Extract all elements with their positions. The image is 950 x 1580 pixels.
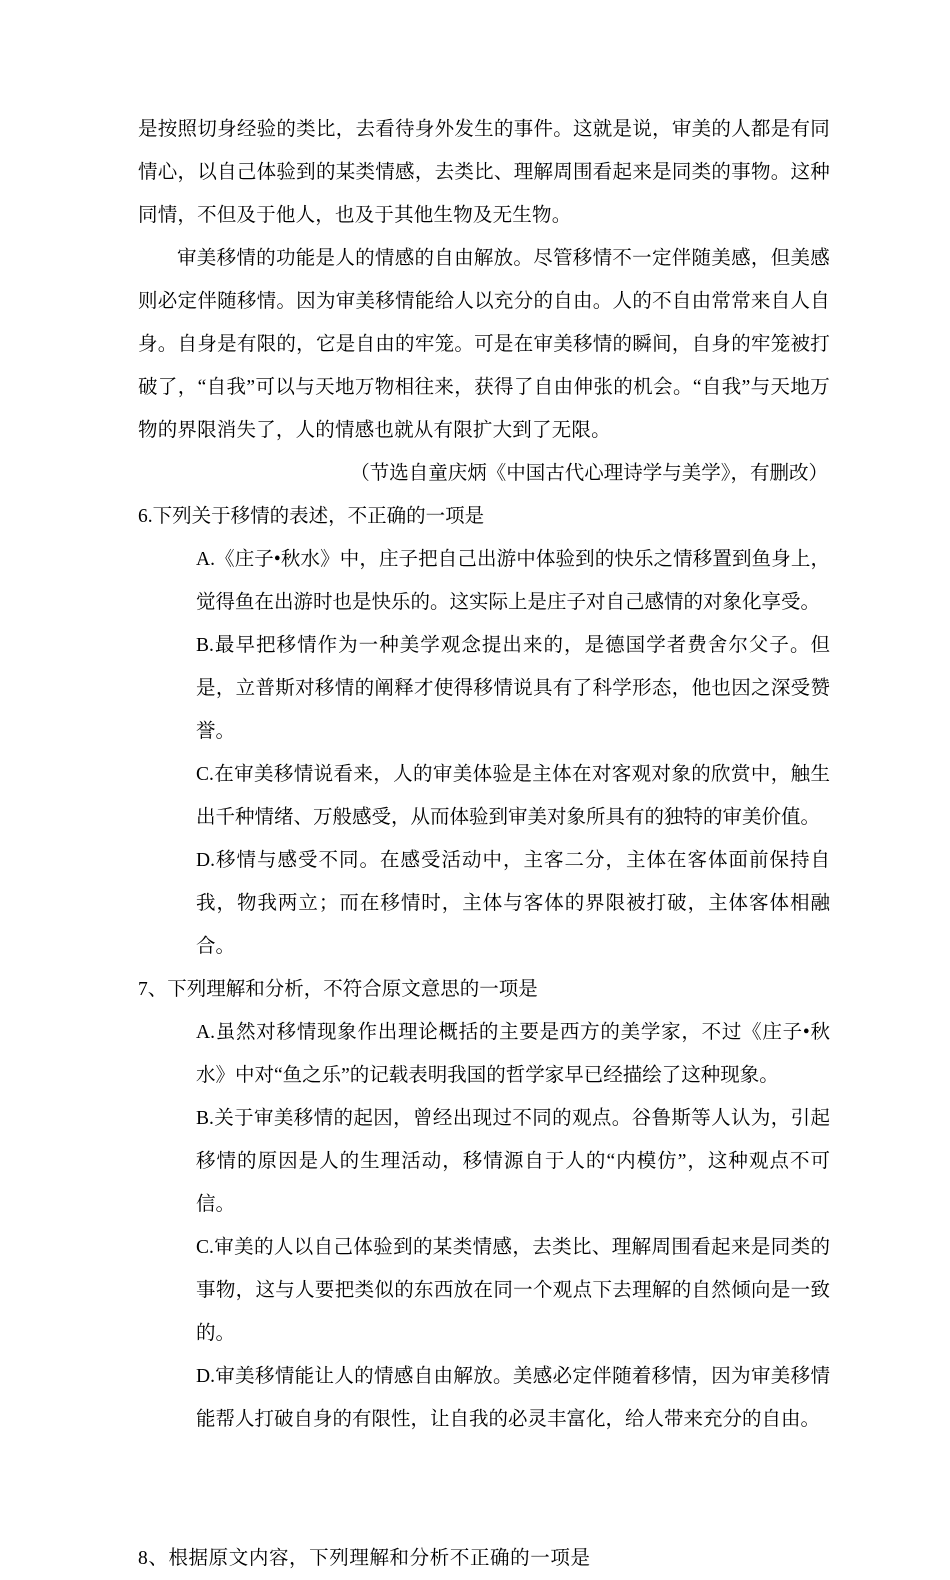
question-6-option-b[interactable]: B.最早把移情作为一种美学观念提出来的，是德国学者费舍尔父子。但是，立普斯对移情的阐释才使得移情说具有了科学形态，他也因之深受赞誉。	[196, 635, 830, 742]
question-7-stem: 7、下列理解和分析，不符合原文意思的一项是	[138, 979, 538, 1000]
question-8-stem: 8、根据原文内容，下列理解和分析不正确的一项是	[138, 1548, 591, 1569]
question-6-stem: 6.下列关于移情的表述，不正确的一项是	[138, 506, 485, 527]
body-paragraph-2: 审美移情的功能是人的情感的自由解放。尽管移情不一定伴随美感，但美感则必定伴随移情。因为审美移情能给人以充分的自由。人的不自由常常来自人自身。自身是有限的，它是自由的牢笼。可是在审美移情的瞬间，自身的牢笼被打破了，“自我”可以与天地万物相往来，获得了自由伸张的机会。“自我”与天地万物的界限消失了，人的情感也就从有限扩大到了无限。	[138, 248, 830, 441]
question-8	[138, 1537, 830, 1580]
question-6-option-d[interactable]: D.移情与感受不同。在感受活动中，主客二分，主体在客体面前保持自我，物我两立；而在移情时，主体与客体的界限被打破，主体客体相融合。	[196, 850, 830, 957]
page-spacer	[138, 1441, 830, 1537]
question-6-option-c[interactable]: C.在审美移情说看来，人的审美体验是主体在对客观对象的欣赏中，触生出千种情绪、万般感受，从而体验到审美对象所具有的独特的审美价值。	[196, 764, 830, 828]
question-6-option-a[interactable]: A.《庄子•秋水》中，庄子把自己出游中体验到的快乐之情移置到鱼身上，觉得鱼在出游时也是快乐的。这实际上是庄子对自己感情的对象化享受。	[196, 549, 830, 613]
question-7-option-c[interactable]: C.审美的人以自己体验到的某类情感，去类比、理解周围看起来是同类的事物，这与人要把类似的东西放在同一个观点下去理解的自然倾向是一致的。	[196, 1237, 830, 1344]
question-7	[138, 968, 830, 1441]
question-7-option-a[interactable]: A.虽然对移情现象作出理论概括的主要是西方的美学家，不过《庄子•秋水》中对“鱼之乐”的记载表明我国的哲学家早已经描绘了这种现象。	[196, 1022, 830, 1086]
question-7-option-d[interactable]: D.审美移情能让人的情感自由解放。美感必定伴随着移情，因为审美移情能帮人打破自身的有限性，让自我的必灵丰富化，给人带来充分的自由。	[196, 1366, 830, 1430]
question-6	[138, 495, 830, 968]
source-citation: （节选自童庆炳《中国古代心理诗学与美学》，有删改）	[350, 463, 828, 484]
body-paragraph-1: 是按照切身经验的类比，去看待身外发生的事件。这就是说，审美的人都是有同情心，以自己体验到的某类情感，去类比、理解周围看起来是同类的事物。这种同情，不但及于他人，也及于其他生物及无生物。	[138, 119, 830, 226]
question-7-option-b[interactable]: B.关于审美移情的起因，曾经出现过不同的观点。谷鲁斯等人认为，引起移情的原因是人的生理活动，移情源自于人的“内模仿”，这种观点不可信。	[196, 1108, 830, 1215]
